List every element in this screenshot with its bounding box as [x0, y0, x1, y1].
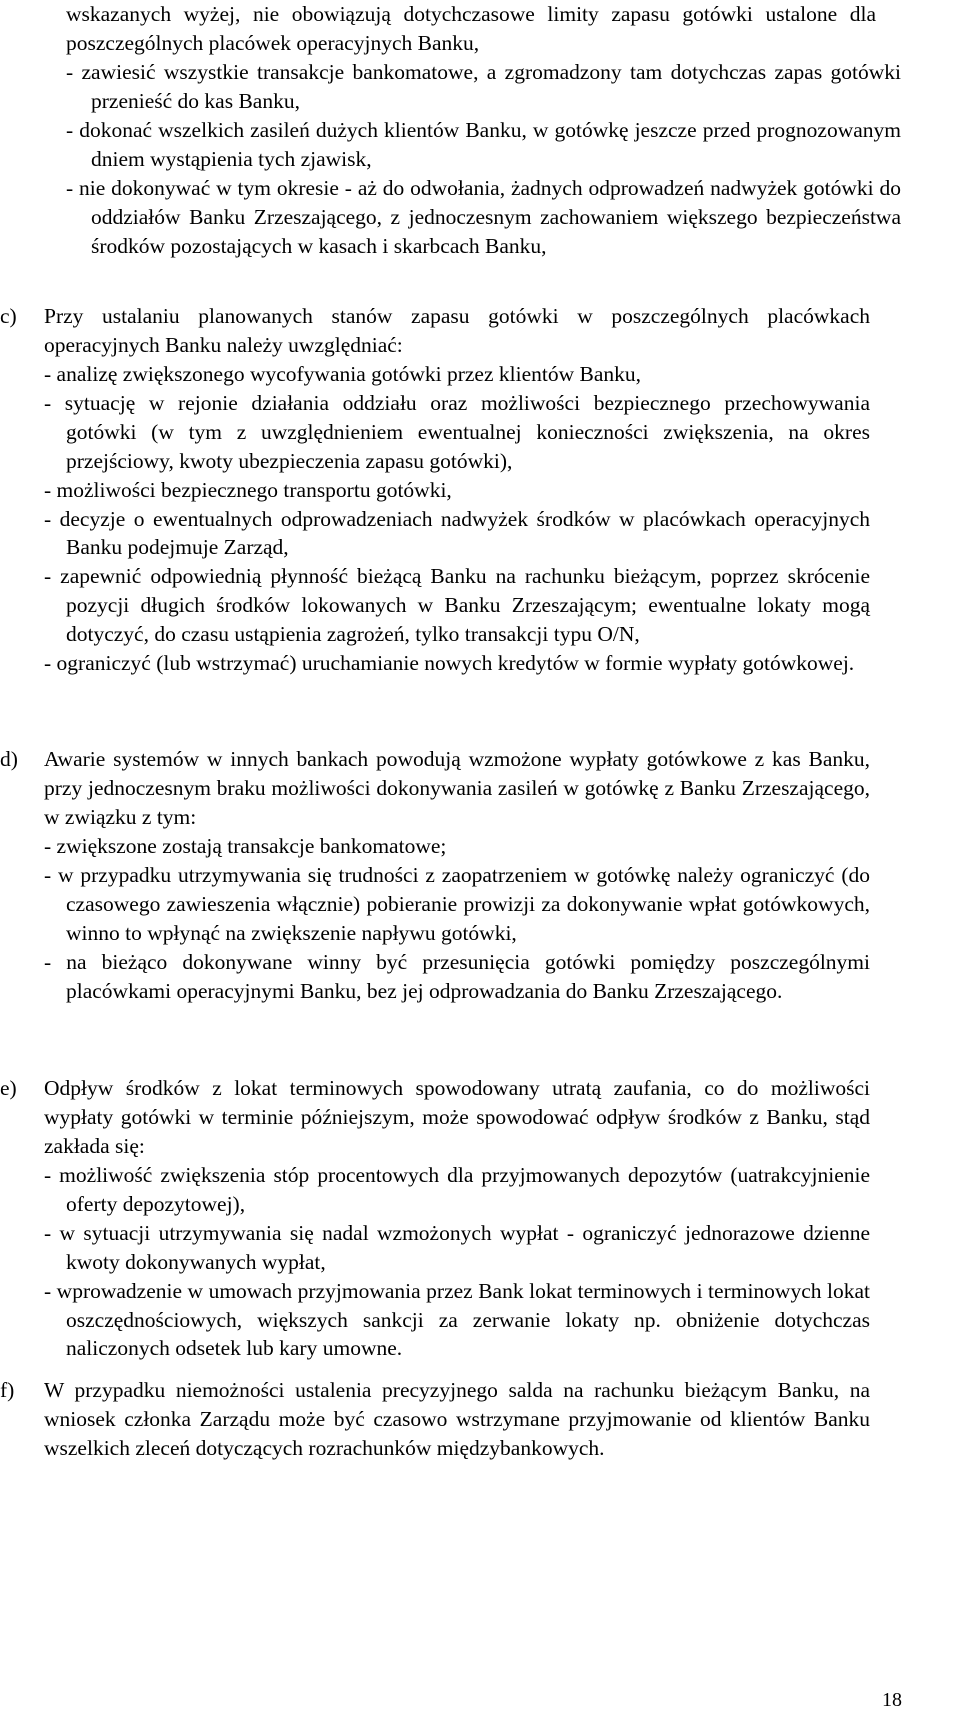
list-item: - decyzje o ewentualnych odprowadzeniach nadwyżek środków w placówkach operacyjnych Banku podejmuje Zarząd,	[44, 506, 870, 560]
section-intro	[44, 745, 870, 832]
list-item: - nie dokonywać w tym okresie - aż do odwołania, żadnych odprowadzeń nadwyżek gotówki do oddziałów Banku Zrzeszającego, z jednoczesnym zachowaniem większego bezpieczeństwa środków pozostających w kasach i skarbcach Banku,	[66, 176, 901, 258]
section-intro-text: W przypadku niemożności ustalenia precyzyjnego salda na rachunku bieżącym Banku, na wniosek członka Zarządu może być czasowo wstrzymane przyjmowanie od klientów Banku wszelkich zleceń dotyczących rozrachunków międzybankowych.	[44, 1378, 870, 1460]
section-list	[44, 360, 870, 678]
list-item: - analizę zwiększonego wycofywania gotówki przez klientów Banku,	[44, 362, 642, 386]
list-item: - możliwość zwiększenia stóp procentowych dla przyjmowanych depozytów (uatrakcyjnienie oferty depozytowej),	[44, 1163, 870, 1216]
list-item: - dokonać wszelkich zasileń dużych klientów Banku, w gotówkę jeszcze przed prognozowanym dniem wystąpienia tych zjawisk,	[66, 118, 901, 171]
list-item: - w sytuacji utrzymywania się nadal wzmożonych wypłat - ograniczyć jednorazowe dzienne kwoty dokonywanych wypłat,	[44, 1220, 870, 1274]
list-item: - na bieżąco dokonywane winny być przesunięcia gotówki pomiędzy poszczególnymi placówkami operacyjnymi Banku, bez jej odprowadzania do Banku Zrzeszającego.	[44, 949, 870, 1003]
section-intro	[44, 1376, 870, 1463]
section-list	[44, 832, 870, 1005]
section-letter: c)	[0, 304, 17, 328]
page-number: 18	[882, 1689, 902, 1711]
section-letter: f)	[0, 1378, 15, 1402]
list-item: - ograniczyć (lub wstrzymać) uruchamianie nowych kredytów w formie wypłaty gotówkowej.	[44, 651, 855, 676]
list-item: - w przypadku utrzymywania się trudności z zaopatrzeniem w gotówkę należy ograniczyć (do czasowego zawieszenia włącznie) pobieranie prowizji za dokonywanie wpłat gotówkowych, winno to wpłynąć na zwiększenie napływu gotówki,	[44, 862, 870, 945]
section-letter: d)	[0, 747, 18, 771]
list-item: - sytuację w rejonie działania oddziału oraz możliwości bezpiecznego przechowywania gotówki (w tym z uwzględnieniem ewentualnej konieczności zwiększenia, na okres przejściowy, kwoty ubezpieczenia zapasu gotówki),	[44, 390, 870, 473]
list-item: - wprowadzenie w umowach przyjmowania przez Bank lokat terminowych i terminowych lokat oszczędnościowych, większych sankcji za zerwanie lokaty np. obniżenie dotychczas naliczonych odsetek lub kary umowne.	[44, 1278, 870, 1361]
section-list	[44, 1161, 870, 1363]
list-item: - zapewnić odpowiednią płynność bieżącą Banku na rachunku bieżącym, poprzez skrócenie pozycji długich środków lokowanych w Banku Zrzeszającym; ewentualne lokaty mogą dotyczyć, do czasu ustąpienia zagrożeń, tylko transakcji typu O/N,	[44, 564, 870, 647]
list-item: - zwiększone zostają transakcje bankomatowe;	[44, 834, 447, 858]
section-intro	[44, 1074, 870, 1161]
section-intro	[44, 302, 870, 360]
paragraph-continuation: wskazanych wyżej, nie obowiązują dotychczasowe limity zapasu gotówki ustalone dla poszczególnych placówek operacyjnych Banku,	[66, 2, 876, 55]
section-intro-text: Awarie systemów w innych bankach powodują wzmożone wypłaty gotówkowe z kas Banku, przy jednoczesnym braku możliwości dokonywania zasileń w gotówkę z Banku Zrzeszającego, w związku z tym:	[44, 747, 870, 829]
section-intro-text: Odpływ środków z lokat terminowych spowodowany utratą zaufania, co do możliwości wypłaty gotówki w terminie późniejszym, może spowodować odpływ środków z Banku, stąd zakłada się:	[44, 1076, 870, 1158]
section-intro-text: Przy ustalaniu planowanych stanów zapasu gotówki w poszczególnych placówkach operacyjnych Banku należy uwzględniać:	[44, 304, 870, 357]
section-letter: e)	[0, 1076, 17, 1100]
list-item: - możliwości bezpiecznego transportu gotówki,	[44, 477, 452, 502]
list-item: - zawiesić wszystkie transakcje bankomatowe, a zgromadzony tam dotychczas zapas gotówki przenieść do kas Banku,	[66, 60, 901, 113]
